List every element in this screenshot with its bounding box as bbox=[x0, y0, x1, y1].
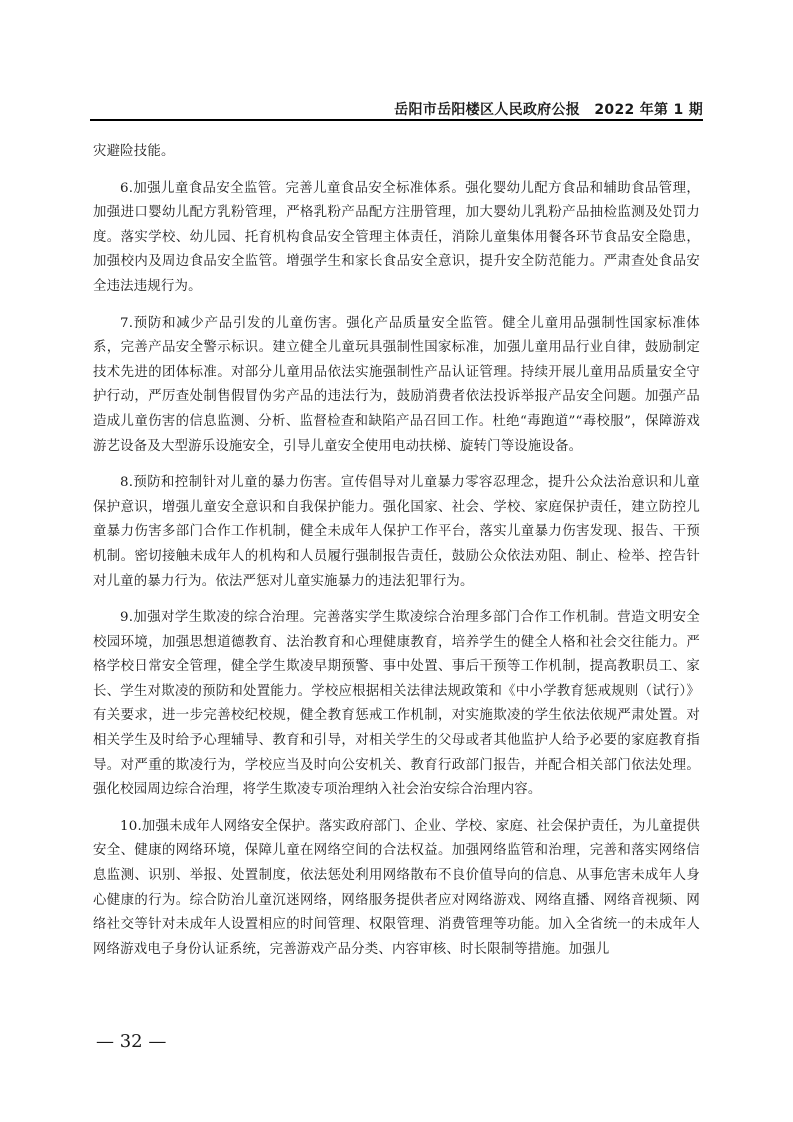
paragraph-continuation: 灾避险技能。 bbox=[93, 144, 175, 159]
body-text bbox=[93, 140, 700, 962]
paragraph-item-6: 6.加强儿童食品安全监管。完善儿童食品安全标准体系。强化婴幼儿配方食品和辅助食品管理，加强进口婴幼儿配方乳粉管理，严格乳粉产品配方注册管理，加大婴幼儿乳粉产品抽检监测及处罚力度。落实学校、幼儿园、托育机构食品安全管理主体责任，消除儿童集体用餐各环节食品安全隐患，加强校内及周边食品安全监管。增强学生和家长食品安全意识，提升安全防范能力。严肃查处食品安全违法违规行为。 bbox=[93, 180, 700, 294]
paragraph-item-10: 10.加强未成年人网络安全保护。落实政府部门、企业、学校、家庭、社会保护责任，为儿童提供安全、健康的网络环境，保障儿童在网络空间的合法权益。加强网络监管和治理，完善和落实网络信息监测、识别、举报、处置制度，依法惩处利用网络散布不良价值导向的信息、从事危害未成年人身心健康的行为。综合防治儿童沉迷网络，网络服务提供者应对网络游戏、网络直播、网络音视频、网络社交等针对未成年人设置相应的时间管理、权限管理、消费管理等功能。加入全省统一的未成年人网络游戏电子身份认证系统，完善游戏产品分类、内容审核、时长限制等措施。加强儿 bbox=[93, 818, 700, 957]
paragraph-item-9: 9.加强对学生欺凌的综合治理。完善落实学生欺凌综合治理多部门合作工作机制。营造文明安全校园环境，加强思想道德教育、法治教育和心理健康教育，培养学生的健全人格和社会交往能力。严格学校日常安全管理，健全学生欺凌早期预警、事中处置、事后干预等工作机制，提高教职员工、家长、学生对欺凌的预防和处置能力。学校应根据相关法律法规政策和《中小学教育惩戒规则（试行）》有关要求，进一步完善校纪校规，健全教育惩戒工作机制，对实施欺凌的学生依法依规严肃处置。对相关学生及时给予心理辅导、教育和引导，对相关学生的父母或者其他监护人给予必要的家庭教育指导。对严重的欺凌行为，学校应当及时向公安机关、教育行政部门报告，并配合相关部门依法处理。强化校园周边综合治理，将学生欺凌专项治理纳入社会治安综合治理内容。 bbox=[93, 610, 700, 798]
page-number: — 32 — bbox=[96, 1031, 167, 1052]
running-header bbox=[90, 95, 703, 121]
publication-title: 岳阳市岳阳楼区人民政府公报 2022 年第 1 期 bbox=[394, 102, 703, 118]
header-rule bbox=[90, 119, 703, 121]
paragraph-item-8: 8.预防和控制针对儿童的暴力伤害。宣传倡导对儿童暴力零容忍理念，提升公众法治意识和儿童保护意识，增强儿童安全意识和自我保护能力。强化国家、社会、学校、家庭保护责任，建立防控儿童暴力伤害多部门合作工作机制，健全未成年人保护工作平台，落实儿童暴力伤害发现、报告、干预机制。密切接触未成年人的机构和人员履行强制报告责任，鼓励公众依法劝阻、制止、检举、控告针对儿童的暴力行为。依法严惩对儿童实施暴力的违法犯罪行为。 bbox=[93, 475, 700, 589]
paragraph-item-7: 7.预防和减少产品引发的儿童伤害。强化产品质量安全监管。健全儿童用品强制性国家标准体系，完善产品安全警示标识。建立健全儿童玩具强制性国家标准，加强儿童用品行业自律，鼓励制定技术先进的团体标准。对部分儿童用品依法实施强制性产品认证管理。持续开展儿童用品质量安全守护行动，严厉查处制售假冒伪劣产品的违法行为，鼓励消费者依法投诉举报产品安全问题。加强产品造成儿童伤害的信息监测、分析、监督检查和缺陷产品召回工作。杜绝“毒跑道”“毒校服”，保障游戏游艺设备及大型游乐设施安全，引导儿童安全使用电动扶梯、旋转门等设施设备。 bbox=[93, 315, 700, 454]
